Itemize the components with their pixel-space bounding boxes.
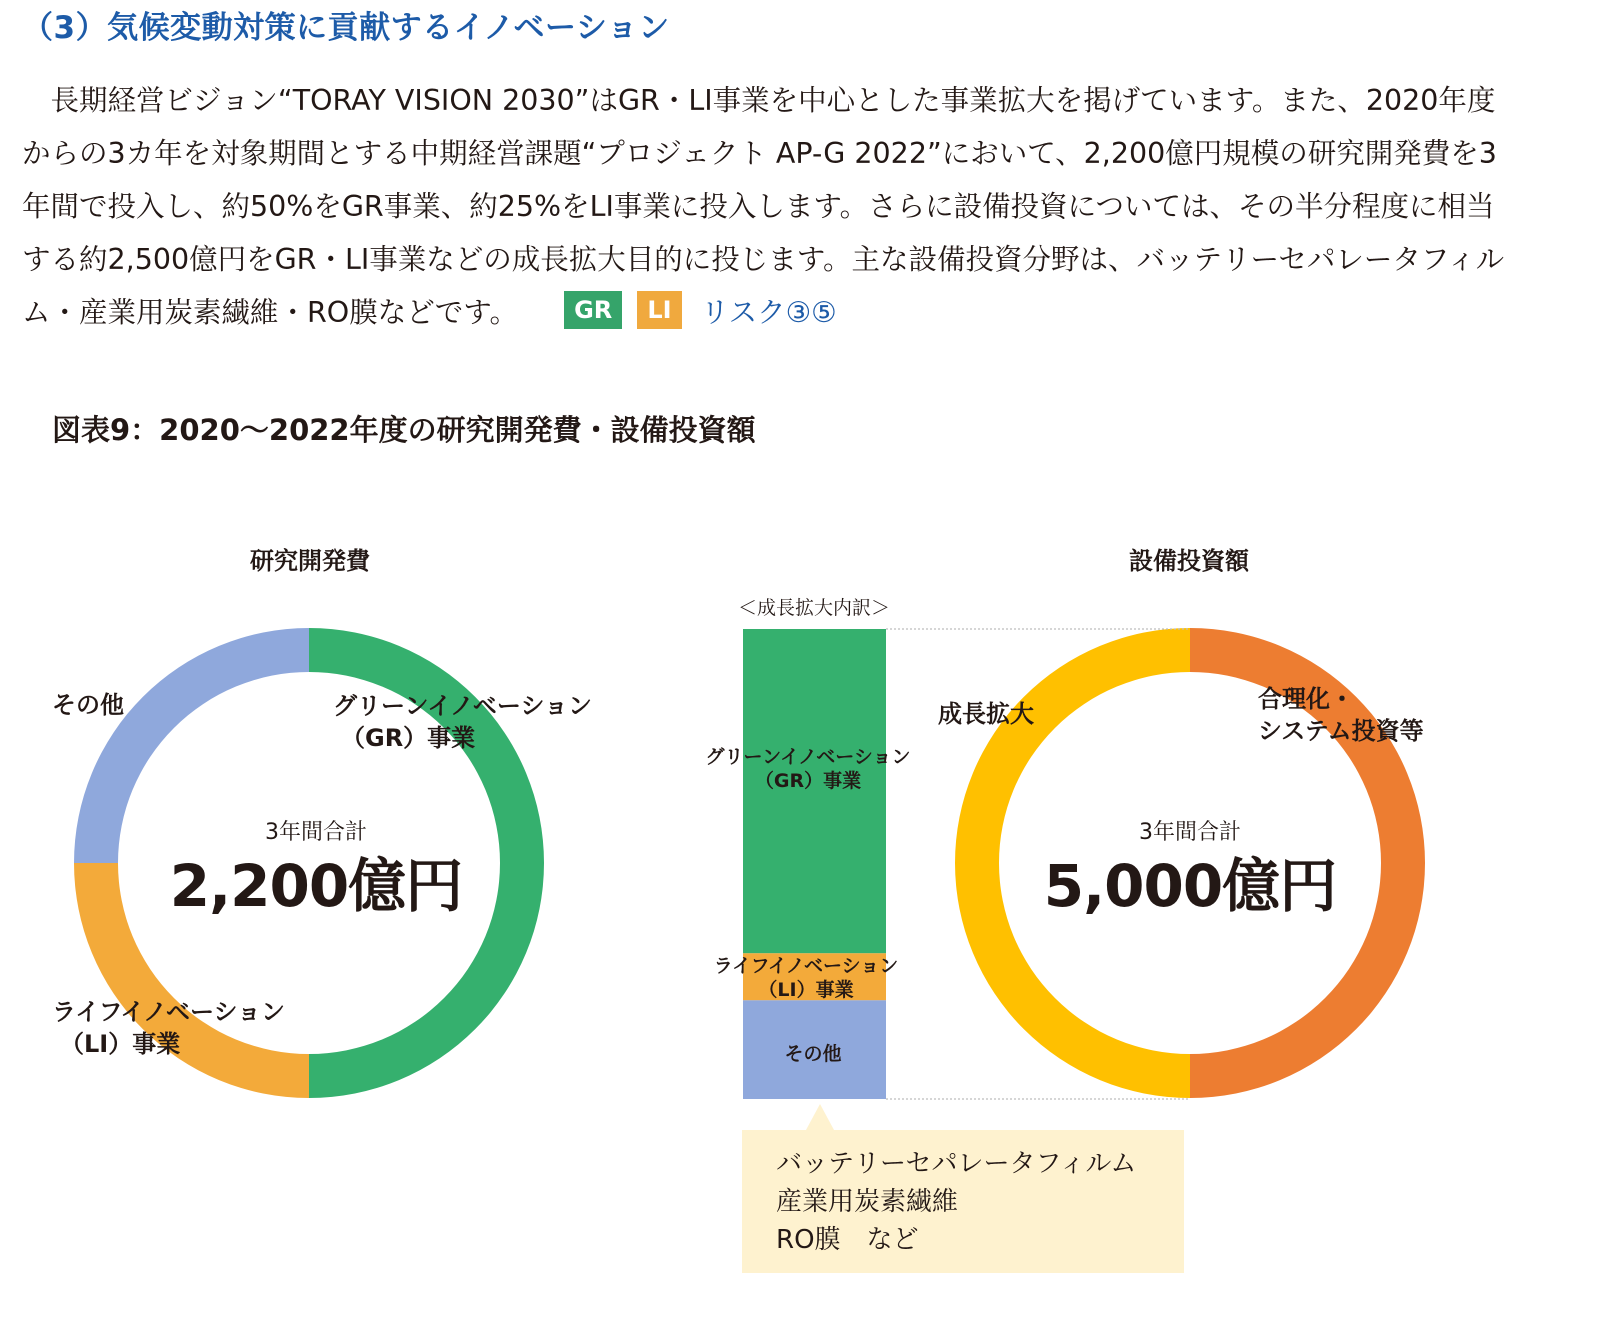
rd-label-li-line1: ライフイノベーション [52,998,286,1026]
paragraph-line: 長期経営ビジョン“TORAY VISION 2030”はGR・LI事業を中心とした事業拡大を掲げています。また、2020年度 [22,84,1496,117]
capex-label-rationalization [1258,683,1424,747]
rd-chart-title: 研究開発費 [250,547,370,575]
callout-item: RO膜 など [776,1225,919,1255]
capex-chart-title: 設備投資額 [1129,547,1249,575]
bar-label-li [714,954,899,1002]
callout-item: 産業用炭素繊維 [776,1187,959,1217]
rd-label-gr-line1: グリーンイノベーション [333,692,592,720]
capex-center-total: 5,000億円 [1043,852,1337,920]
rd-center-caption: 3年間合計 [265,820,367,845]
breakdown-stacked-bar [743,629,886,1099]
capex-label-growth: 成長拡大 [938,700,1034,728]
paragraph-line: からの3カ年を対象期間とする中期経営課題“プロジェクト AP-G 2022”において、2,200億円規模の研究開発費を3 [22,137,1497,170]
callout-pointer [806,1104,834,1130]
bar-label-gr-line2: （GR）事業 [754,770,862,792]
figure-title: 図表9：2020〜2022年度の研究開発費・設備投資額 [52,413,756,447]
paragraph-line: ム・産業用炭素繊維・RO膜などです。 [22,296,518,329]
capex-center-caption: 3年間合計 [1139,820,1241,845]
callout-list [776,1145,1136,1259]
rd-label-li-line2: （LI）事業 [60,1030,181,1058]
bar-label-li-line2: （LI）事業 [758,979,854,1001]
callout-item: バッテリーセパレータフィルム [776,1149,1137,1179]
gr-tag[interactable]: GR [564,291,622,329]
bar-label-gr-line1: グリーンイノベーション [705,746,911,768]
li-tag[interactable]: LI [637,291,681,329]
rd-label-other: その他 [52,691,124,719]
paragraph-line: 年間で投入し、約50%をGR事業、約25%をLI事業に投入します。さらに設備投資については、その半分程度に相当 [22,190,1495,223]
rd-center-total: 2,200億円 [169,852,463,920]
section-heading: （3）気候変動対策に貢献するイノベーション [22,10,670,46]
capex-label-rational-line2: システム投資等 [1258,717,1424,745]
rd-label-gr [333,690,592,754]
bar-label-gr [705,745,910,793]
capex-label-rational-line1: 合理化・ [1258,685,1354,713]
rd-label-gr-line2: （GR）事業 [341,724,476,752]
breakdown-title: ＜成長拡大内訳＞ [737,597,891,619]
rd-label-li [52,996,285,1060]
risk-link[interactable]: リスク③⑤ [700,296,837,329]
bar-label-li-line1: ライフイノベーション [713,955,899,977]
bar-label-other: その他 [784,1043,842,1065]
paragraph-line: する約2,500億円をGR・LI事業などの成長拡大目的に投じます。主な設備投資分野は、バッテリーセパレータフィル [22,243,1505,276]
